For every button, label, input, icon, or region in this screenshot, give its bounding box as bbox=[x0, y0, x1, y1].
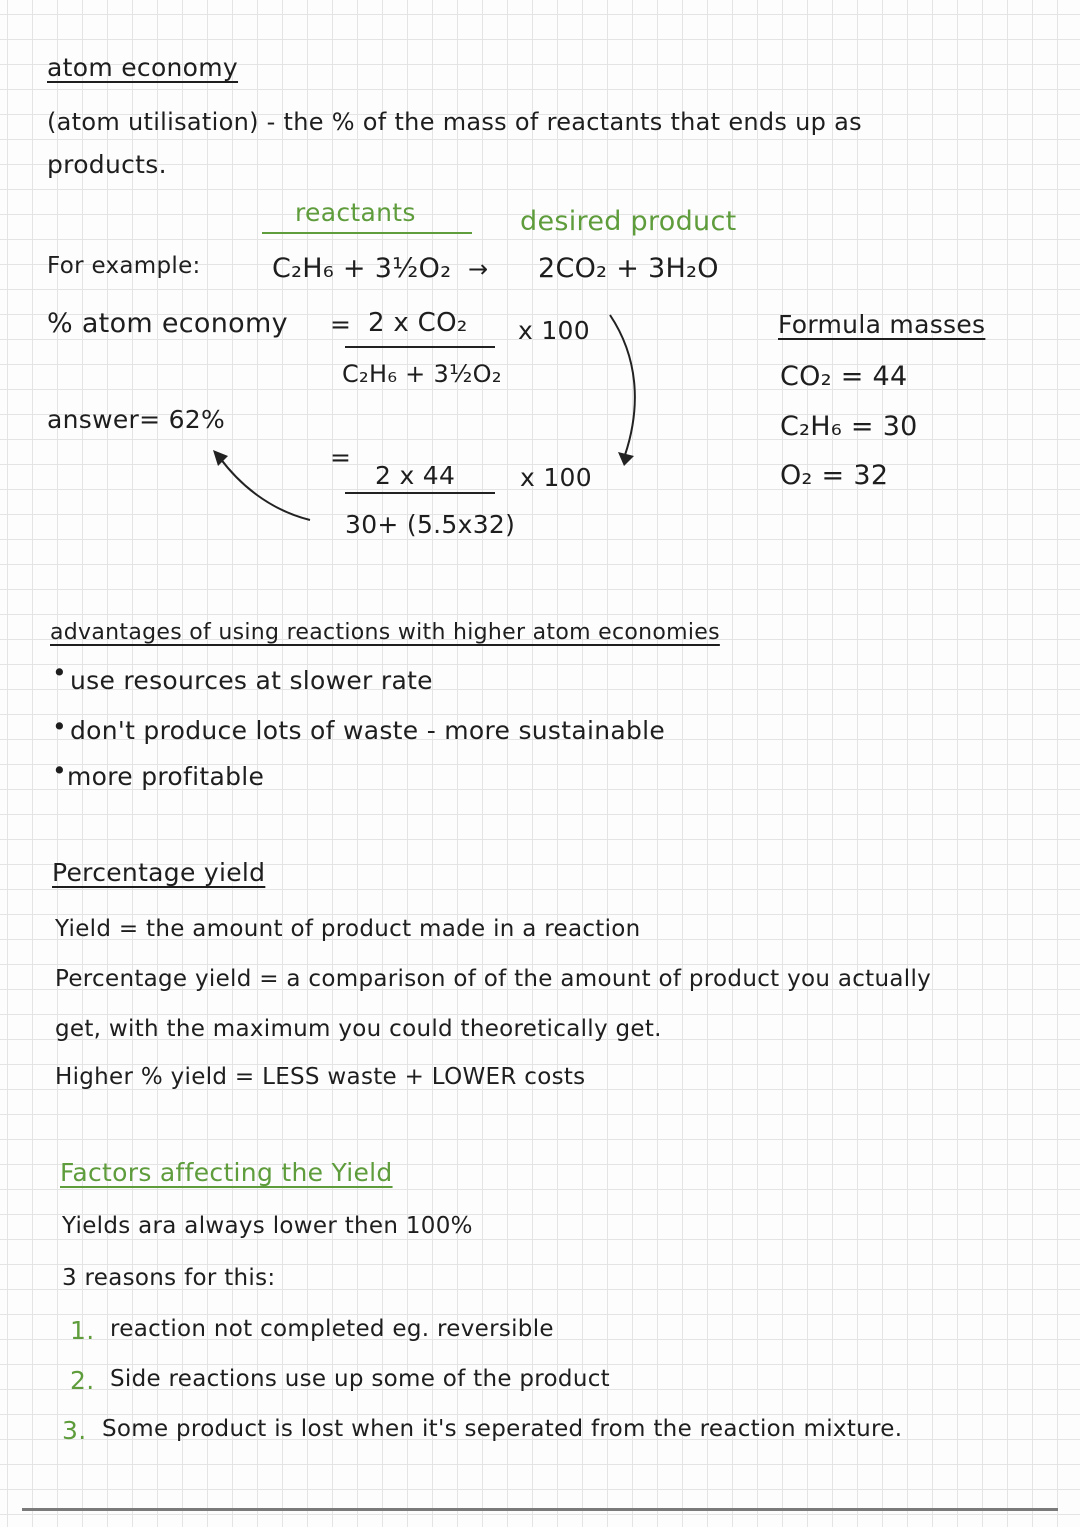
advantages-heading: advantages of using reactions with higher atom economies bbox=[50, 620, 720, 645]
reason-text-2: Side reactions use up some of the product bbox=[110, 1366, 610, 1392]
times-100-b: x 100 bbox=[520, 463, 592, 492]
fraction1-numerator: 2 x CO₂ bbox=[368, 308, 468, 338]
reason-text-1: reaction not completed eg. reversible bbox=[110, 1316, 554, 1342]
advantage-item-3: more profitable bbox=[67, 762, 265, 791]
higher-yield-note: Higher % yield = LESS waste + LOWER costs bbox=[55, 1064, 586, 1090]
equation-reactants: C₂H₆ + 3½O₂ bbox=[272, 253, 452, 284]
reason-text-3: Some product is lost when it's seperated from the reaction mixture. bbox=[102, 1416, 903, 1442]
example-label: For example: bbox=[47, 253, 201, 279]
percentage-yield-definition-line2: get, with the maximum you could theoretically get. bbox=[55, 1016, 662, 1042]
advantage-item-1: use resources at slower rate bbox=[70, 666, 433, 695]
percentage-yield-definition-line1: Percentage yield = a comparison of of the amount of product you actually bbox=[55, 966, 932, 992]
yield-definition: Yield = the amount of product made in a reaction bbox=[55, 916, 641, 942]
advantage-bullet-3: • bbox=[52, 756, 68, 785]
fraction2-denominator: 30+ (5.5x32) bbox=[345, 510, 516, 539]
equation-arrow: → bbox=[468, 255, 489, 283]
fraction2-numerator: 2 x 44 bbox=[375, 461, 456, 490]
reactants-label: reactants bbox=[295, 198, 416, 227]
formula-mass-c2h6: C₂H₆ = 30 bbox=[780, 411, 918, 442]
factors-line2: 3 reasons for this: bbox=[62, 1265, 276, 1291]
factors-line1: Yields ara always lower then 100% bbox=[62, 1213, 473, 1239]
equation-products: 2CO₂ + 3H₂O bbox=[538, 253, 719, 284]
fraction1-denominator: C₂H₆ + 3½O₂ bbox=[342, 360, 502, 388]
advantage-bullet-2: • bbox=[52, 712, 68, 741]
atom-economy-definition-line1: (atom utilisation) - the % of the mass of reactants that ends up as bbox=[47, 108, 862, 136]
formula-mass-o2: O₂ = 32 bbox=[780, 460, 889, 491]
factors-heading: Factors affecting the Yield bbox=[60, 1158, 393, 1187]
percent-atom-economy-label: % atom economy bbox=[47, 308, 288, 339]
equals-sign-1: = bbox=[330, 310, 352, 339]
page-bottom-rule bbox=[22, 1508, 1058, 1511]
reason-number-2: 2. bbox=[70, 1366, 95, 1395]
atom-economy-definition-line2: products. bbox=[47, 150, 167, 179]
answer-arrowhead bbox=[213, 450, 228, 466]
bracket-arrowhead bbox=[618, 452, 634, 466]
advantage-item-2: don't produce lots of waste - more sustainable bbox=[70, 716, 666, 745]
answer: answer= 62% bbox=[47, 405, 226, 434]
times-100-a: x 100 bbox=[518, 316, 590, 345]
desired-product-label: desired product bbox=[520, 206, 737, 237]
equals-sign-2: = bbox=[330, 443, 352, 472]
reason-number-3: 3. bbox=[62, 1416, 87, 1445]
bracket-arrow bbox=[610, 315, 635, 455]
reason-number-1: 1. bbox=[70, 1316, 95, 1345]
atom-economy-heading: atom economy bbox=[47, 53, 239, 82]
percentage-yield-heading: Percentage yield bbox=[52, 858, 266, 887]
formula-mass-co2: CO₂ = 44 bbox=[780, 361, 908, 392]
advantage-bullet-1: • bbox=[52, 658, 68, 687]
answer-arrow bbox=[220, 458, 310, 520]
formula-masses-heading: Formula masses bbox=[778, 310, 986, 339]
